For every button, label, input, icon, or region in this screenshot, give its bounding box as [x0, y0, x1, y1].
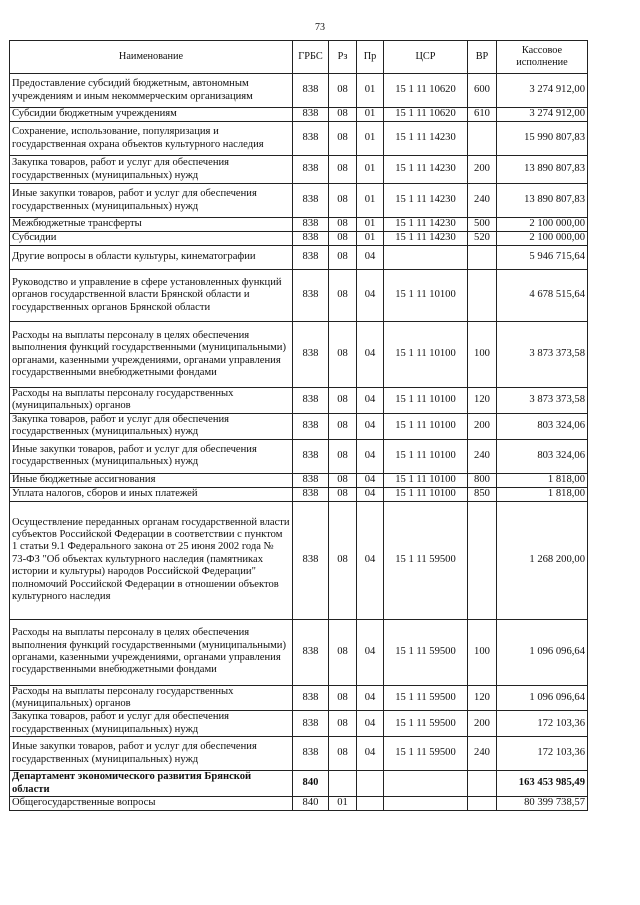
- cell-name: Осуществление переданных органам государственной власти субъектов Российской Федерации в соответствии с пунктом 1 статьи 9.1 Федерального закона от 25 июня 2002 года № 73-ФЗ "Об объектах культурного наследия (памятниках истории и культуры) народов Российской Федерации" полномочий Российской Федерации в отношении объектов культурного наследия: [10, 501, 293, 619]
- cell-vr: [468, 501, 497, 619]
- cell-rz: 08: [329, 473, 357, 487]
- cell-vr: 800: [468, 473, 497, 487]
- cell-amount: 15 990 807,83: [497, 122, 588, 156]
- cell-vr: [468, 270, 497, 322]
- cell-grbs: 838: [293, 737, 329, 771]
- cell-name: Руководство и управление в сфере установленных функций органов государственной власти Брянской области и государственных органов Брянской области: [10, 270, 293, 322]
- cell-rz: 08: [329, 711, 357, 737]
- table-row: [10, 184, 588, 218]
- cell-amount: 1 818,00: [497, 473, 588, 487]
- cell-csr: 15 1 11 14230: [384, 232, 468, 246]
- table-row: [10, 685, 588, 711]
- cell-pr: 01: [357, 108, 384, 122]
- cell-grbs: 838: [293, 122, 329, 156]
- cell-grbs: 838: [293, 487, 329, 501]
- cell-pr: 01: [357, 74, 384, 108]
- cell-rz: 08: [329, 108, 357, 122]
- cell-amount: 13 890 807,83: [497, 184, 588, 218]
- table-row: [10, 771, 588, 797]
- cell-pr: 01: [357, 218, 384, 232]
- cell-csr: 15 1 11 10100: [384, 322, 468, 388]
- cell-vr: 500: [468, 218, 497, 232]
- cell-vr: 240: [468, 439, 497, 473]
- cell-vr: 520: [468, 232, 497, 246]
- cell-grbs: 838: [293, 108, 329, 122]
- cell-csr: 15 1 11 10620: [384, 108, 468, 122]
- cell-amount: 3 274 912,00: [497, 74, 588, 108]
- cell-csr: [384, 797, 468, 811]
- cell-name: Закупка товаров, работ и услуг для обеспечения государственных (муниципальных) нужд: [10, 413, 293, 439]
- cell-amount: 3 873 373,58: [497, 388, 588, 414]
- table-row: [10, 711, 588, 737]
- cell-grbs: 838: [293, 388, 329, 414]
- cell-amount: 2 100 000,00: [497, 218, 588, 232]
- table-row: [10, 246, 588, 270]
- cell-amount: 1 268 200,00: [497, 501, 588, 619]
- cell-csr: 15 1 11 10100: [384, 270, 468, 322]
- cell-name: Расходы на выплаты персоналу государственных (муниципальных) органов: [10, 388, 293, 414]
- cell-csr: 15 1 11 14230: [384, 184, 468, 218]
- cell-vr: [468, 122, 497, 156]
- table-row: [10, 737, 588, 771]
- table-row: [10, 74, 588, 108]
- cell-grbs: 838: [293, 685, 329, 711]
- header-grbs: ГРБС: [293, 41, 329, 74]
- cell-name: Иные закупки товаров, работ и услуг для обеспечения государственных (муниципальных) нужд: [10, 737, 293, 771]
- cell-name: Общегосударственные вопросы: [10, 797, 293, 811]
- cell-csr: [384, 771, 468, 797]
- cell-pr: 04: [357, 685, 384, 711]
- table-row: [10, 619, 588, 685]
- cell-pr: 01: [357, 122, 384, 156]
- table-body: [10, 74, 588, 811]
- cell-name: Межбюджетные трансферты: [10, 218, 293, 232]
- cell-grbs: 838: [293, 184, 329, 218]
- cell-rz: 08: [329, 322, 357, 388]
- cell-rz: 08: [329, 156, 357, 184]
- cell-pr: 01: [357, 156, 384, 184]
- cell-pr: 04: [357, 737, 384, 771]
- cell-pr: 04: [357, 322, 384, 388]
- cell-vr: 200: [468, 711, 497, 737]
- cell-pr: 04: [357, 388, 384, 414]
- cell-name: Иные закупки товаров, работ и услуг для обеспечения государственных (муниципальных) нужд: [10, 439, 293, 473]
- cell-pr: 04: [357, 487, 384, 501]
- cell-vr: 850: [468, 487, 497, 501]
- cell-amount: 803 324,06: [497, 439, 588, 473]
- table-row: [10, 108, 588, 122]
- table-row: [10, 232, 588, 246]
- table-row: [10, 270, 588, 322]
- cell-name: Другие вопросы в области культуры, кинематографии: [10, 246, 293, 270]
- cell-amount: 163 453 985,49: [497, 771, 588, 797]
- cell-csr: 15 1 11 59500: [384, 711, 468, 737]
- cell-vr: 600: [468, 74, 497, 108]
- cell-grbs: 838: [293, 322, 329, 388]
- cell-csr: 15 1 11 10100: [384, 473, 468, 487]
- cell-pr: [357, 771, 384, 797]
- cell-grbs: 838: [293, 232, 329, 246]
- cell-vr: [468, 797, 497, 811]
- cell-rz: 08: [329, 270, 357, 322]
- cell-name: Департамент экономического развития Брянской области: [10, 771, 293, 797]
- table-row: [10, 797, 588, 811]
- table-row: [10, 473, 588, 487]
- cell-pr: 04: [357, 711, 384, 737]
- cell-pr: [357, 797, 384, 811]
- cell-rz: 08: [329, 232, 357, 246]
- cell-name: Уплата налогов, сборов и иных платежей: [10, 487, 293, 501]
- cell-name: Закупка товаров, работ и услуг для обеспечения государственных (муниципальных) нужд: [10, 156, 293, 184]
- cell-csr: 15 1 11 10100: [384, 388, 468, 414]
- header-csr: ЦСР: [384, 41, 468, 74]
- cell-grbs: 838: [293, 246, 329, 270]
- cell-vr: 100: [468, 322, 497, 388]
- cell-vr: 120: [468, 388, 497, 414]
- cell-amount: 172 103,36: [497, 737, 588, 771]
- cell-amount: 4 678 515,64: [497, 270, 588, 322]
- cell-amount: 5 946 715,64: [497, 246, 588, 270]
- cell-name: Субсидии: [10, 232, 293, 246]
- cell-pr: 01: [357, 232, 384, 246]
- header-vr: ВР: [468, 41, 497, 74]
- cell-amount: 1 096 096,64: [497, 619, 588, 685]
- cell-rz: 08: [329, 388, 357, 414]
- cell-vr: 200: [468, 413, 497, 439]
- cell-name: Расходы на выплаты персоналу в целях обеспечения выполнения функций государственными (муниципальными) органами, казенными учреждениями, органами управления государственными внебюджетными фондами: [10, 619, 293, 685]
- table-row: [10, 501, 588, 619]
- cell-vr: 240: [468, 737, 497, 771]
- cell-name: Предоставление субсидий бюджетным, автономным учреждениям и иным некоммерческим организациям: [10, 74, 293, 108]
- cell-vr: 610: [468, 108, 497, 122]
- cell-pr: 04: [357, 473, 384, 487]
- cell-amount: 803 324,06: [497, 413, 588, 439]
- table-row: [10, 322, 588, 388]
- cell-rz: 08: [329, 501, 357, 619]
- cell-vr: [468, 771, 497, 797]
- cell-name: Субсидии бюджетным учреждениям: [10, 108, 293, 122]
- table-row: [10, 156, 588, 184]
- cell-amount: 1 096 096,64: [497, 685, 588, 711]
- cell-name: Расходы на выплаты персоналу в целях обеспечения выполнения функций государственными (муниципальными) органами, казенными учреждениями, органами управления государственными внебюджетными фондами: [10, 322, 293, 388]
- budget-execution-table: [9, 40, 588, 811]
- table-row: [10, 122, 588, 156]
- cell-name: Сохранение, использование, популяризация и государственная охрана объектов культурного наследия: [10, 122, 293, 156]
- cell-grbs: 838: [293, 439, 329, 473]
- cell-amount: 172 103,36: [497, 711, 588, 737]
- cell-grbs: 838: [293, 619, 329, 685]
- cell-name: Иные бюджетные ассигнования: [10, 473, 293, 487]
- cell-rz: 08: [329, 246, 357, 270]
- cell-csr: 15 1 11 59500: [384, 501, 468, 619]
- cell-rz: 01: [329, 797, 357, 811]
- cell-csr: 15 1 11 59500: [384, 619, 468, 685]
- cell-pr: 04: [357, 270, 384, 322]
- cell-amount: 1 818,00: [497, 487, 588, 501]
- cell-vr: 200: [468, 156, 497, 184]
- table-row: [10, 487, 588, 501]
- table-row: [10, 218, 588, 232]
- cell-csr: 15 1 11 10100: [384, 413, 468, 439]
- cell-rz: 08: [329, 619, 357, 685]
- cell-grbs: 840: [293, 797, 329, 811]
- cell-amount: 13 890 807,83: [497, 156, 588, 184]
- cell-grbs: 840: [293, 771, 329, 797]
- cell-csr: 15 1 11 10100: [384, 487, 468, 501]
- cell-amount: 3 274 912,00: [497, 108, 588, 122]
- cell-rz: 08: [329, 218, 357, 232]
- cell-csr: 15 1 11 59500: [384, 685, 468, 711]
- cell-grbs: 838: [293, 270, 329, 322]
- cell-grbs: 838: [293, 711, 329, 737]
- cell-name: Расходы на выплаты персоналу государственных (муниципальных) органов: [10, 685, 293, 711]
- cell-rz: 08: [329, 685, 357, 711]
- cell-rz: 08: [329, 737, 357, 771]
- cell-csr: 15 1 11 14230: [384, 218, 468, 232]
- cell-rz: 08: [329, 184, 357, 218]
- table-row: [10, 413, 588, 439]
- cell-csr: 15 1 11 10100: [384, 439, 468, 473]
- cell-csr: [384, 246, 468, 270]
- cell-pr: 04: [357, 246, 384, 270]
- cell-vr: 240: [468, 184, 497, 218]
- cell-pr: 04: [357, 501, 384, 619]
- cell-csr: 15 1 11 10620: [384, 74, 468, 108]
- header-name: Наименование: [10, 41, 293, 74]
- cell-grbs: 838: [293, 473, 329, 487]
- cell-pr: 04: [357, 619, 384, 685]
- cell-pr: 04: [357, 439, 384, 473]
- cell-grbs: 838: [293, 218, 329, 232]
- table-row: [10, 439, 588, 473]
- cell-grbs: 838: [293, 413, 329, 439]
- cell-pr: 01: [357, 184, 384, 218]
- header-rz: Рз: [329, 41, 357, 74]
- cell-name: Закупка товаров, работ и услуг для обеспечения государственных (муниципальных) нужд: [10, 711, 293, 737]
- cell-csr: 15 1 11 14230: [384, 156, 468, 184]
- cell-grbs: 838: [293, 501, 329, 619]
- cell-grbs: 838: [293, 156, 329, 184]
- cell-rz: 08: [329, 74, 357, 108]
- cell-name: Иные закупки товаров, работ и услуг для обеспечения государственных (муниципальных) нужд: [10, 184, 293, 218]
- page-number: 73: [315, 22, 325, 33]
- cell-vr: [468, 246, 497, 270]
- cell-rz: 08: [329, 487, 357, 501]
- table-header-row: [10, 41, 588, 74]
- header-amount: Кассовое исполнение: [497, 41, 588, 74]
- cell-amount: 80 399 738,57: [497, 797, 588, 811]
- cell-rz: [329, 771, 357, 797]
- header-pr: Пр: [357, 41, 384, 74]
- cell-pr: 04: [357, 413, 384, 439]
- cell-rz: 08: [329, 439, 357, 473]
- cell-csr: 15 1 11 59500: [384, 737, 468, 771]
- cell-grbs: 838: [293, 74, 329, 108]
- cell-amount: 2 100 000,00: [497, 232, 588, 246]
- cell-vr: 100: [468, 619, 497, 685]
- table-row: [10, 388, 588, 414]
- cell-vr: 120: [468, 685, 497, 711]
- cell-amount: 3 873 373,58: [497, 322, 588, 388]
- cell-csr: 15 1 11 14230: [384, 122, 468, 156]
- cell-rz: 08: [329, 122, 357, 156]
- cell-rz: 08: [329, 413, 357, 439]
